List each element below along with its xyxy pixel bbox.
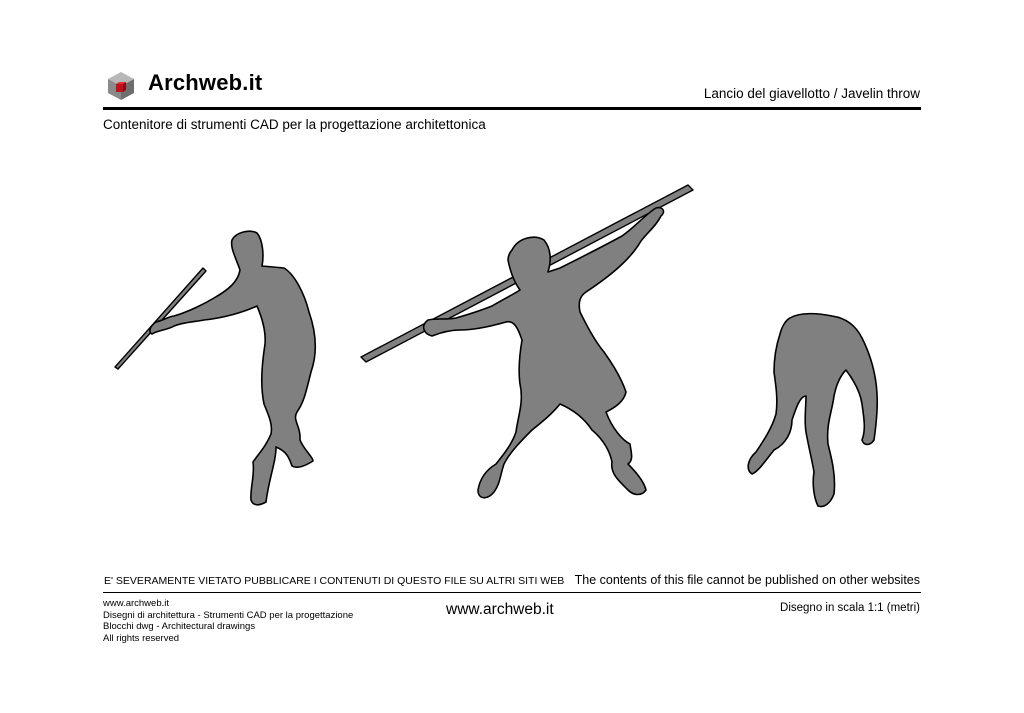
footer-line: All rights reserved <box>103 632 180 644</box>
footer-divider <box>103 592 921 593</box>
cube-logo-icon <box>105 70 137 102</box>
drawing-scale: Disegno in scala 1:1 (metri) <box>780 602 920 614</box>
footer-credits <box>103 598 353 644</box>
sheet-title: Lancio del giavellotto / Javelin throw <box>703 86 920 101</box>
athlete-holding-javelin <box>115 231 315 505</box>
footer-line: www.archweb.it <box>103 598 169 609</box>
footer-line: Disegni di architettura - Strumenti CAD per la progettazione <box>103 609 354 621</box>
athlete-throwing-javelin <box>361 185 693 498</box>
footer-line: Blocchi dwg - Architectural drawings <box>103 621 256 632</box>
header-divider <box>103 107 921 110</box>
brand-name: Archweb.it <box>148 70 263 95</box>
athlete-bending-forward <box>748 314 877 507</box>
warning-italian: E' SEVERAMENTE VIETATO PUBBLICARE I CONTENUTI DI QUESTO FILE SU ALTRI SITI WEB <box>104 575 565 587</box>
subtitle: Contenitore di strumenti CAD per la progettazione architettonica <box>103 117 486 132</box>
drawing-area <box>0 170 1024 530</box>
footer-url[interactable]: www.archweb.it <box>446 601 554 618</box>
warning-english: The contents of this file cannot be published on other websites <box>574 573 920 587</box>
